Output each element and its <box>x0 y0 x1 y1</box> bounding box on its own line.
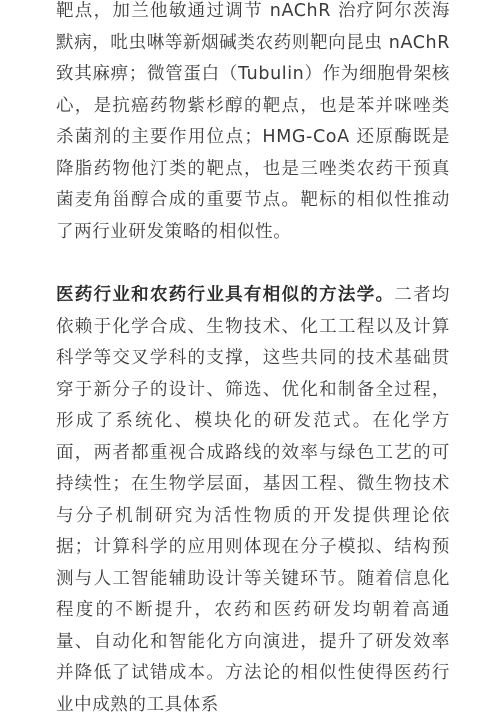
paragraph-lead-sentence: 医药行业和农药行业具有相似的方法学。 <box>56 285 395 305</box>
article-body <box>56 0 450 721</box>
paragraph-methodology <box>56 280 450 721</box>
paragraph-text: 二者均依赖于化学合成、生物技术、化工工程以及计算科学等交叉学科的支撑，这些共同的技术基础贯穿于新分子的设计、筛选、优化和制备全过程，形成了系统化、模块化的研发范式。在化学方面，两者都重视合成路线的效率与绿色工艺的可持续性；在生物学层面，基因工程、微生物技术与分子机制研究为活性物质的开发提供理论依据；计算科学的应用则体现在分子模拟、结构预测与人工智能辅助设计等关键环节。随着信息化程度的不断提升，农药和医药研发均朝着高通量、自动化和智能化方向演进，提升了研发效率并降低了试错成本。方法论的相似性使得医药行业中成熟的工具体系 <box>56 285 450 715</box>
paragraph-target-similarity <box>56 0 450 248</box>
paragraph-text: 靶点，加兰他敏通过调节 nAChR 治疗阿尔茨海默病，吡虫啉等新烟碱类农药则靶向昆虫 nAChR 致其麻痹；微管蛋白（Tubulin）作为细胞骨架核心，是抗癌药物紫杉醇的靶点，也是苯并咪唑类杀菌剂的主要作用位点；HMG-CoA 还原酶既是降脂药物他汀类的靶点，也是三唑类农药干预真菌麦角甾醇合成的重要节点。靶标的相似性推动了两行业研发策略的相似性。 <box>56 1 450 242</box>
